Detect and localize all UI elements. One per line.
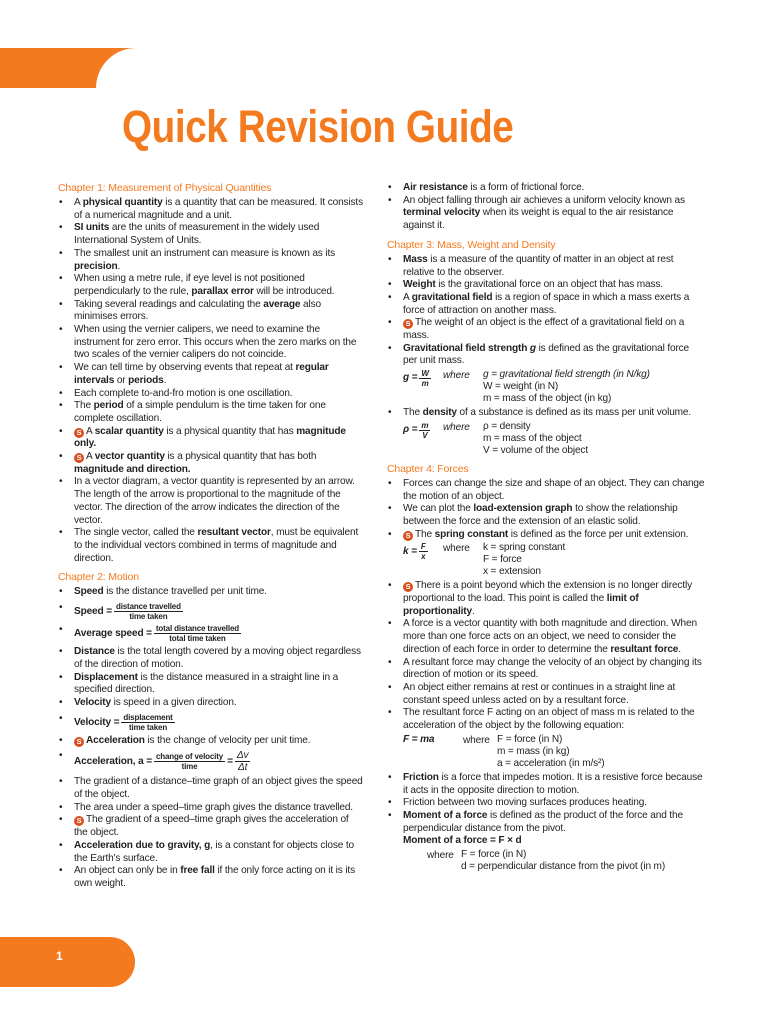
chapter-3-list-2 (387, 407, 705, 420)
list-item: • Weight is the gravitational force on an object that has mass. (387, 279, 705, 292)
list-item: • In a vector diagram, a vector quantity is represented by an arrow. The length of the arrow is proportional to the magnitude of the vector. The direction of the arrow indicates the direction of the vector. (58, 476, 363, 527)
list-item: • Gravitational field strength g is defined as the gravitational force per unit mass. (387, 343, 705, 368)
formula-average-speed: • Average speed = $\frac{\text{total distance travelled}}{\text{total time taken}}$ (58, 624, 363, 643)
syllabus-s-icon: S (403, 582, 413, 592)
list-item: • An object falling through air achieves a uniform velocity known as terminal velocity when its weight is equal to the air resistance against it. (387, 195, 705, 233)
list-item: • The smallest unit an instrument can measure is known as its precision. (58, 248, 363, 273)
syllabus-s-icon: S (403, 319, 413, 329)
chapter-1-heading: Chapter 1: Measurement of Physical Quantities (58, 182, 272, 194)
list-item: • S A vector quantity is a physical quantity that has both magnitude and direction. (58, 451, 363, 476)
formula-velocity: • Velocity = $\frac{\text{displacement}}{\text{time taken}}$ (58, 713, 363, 732)
syllabus-s-icon: S (74, 737, 84, 747)
formula-spring-constant: k = $\frac{F}{x}$ where k = spring constant F = force x = extension (403, 542, 566, 578)
chapter-4-list-2 (387, 580, 705, 732)
list-item: • An object can only be in free fall if the only force acting on it is its own weight. (58, 865, 363, 890)
formula-moment-defs: where F = force (in N) d = perpendicular distance from the pivot (in m) (427, 849, 666, 873)
chapter-1-list (58, 197, 363, 565)
list-item: • Friction is a force that impedes motion. It is a resistive force because it acts in the opposite direction to motion. (387, 772, 705, 797)
page-number: 1 (56, 949, 63, 963)
column-left (58, 182, 363, 891)
chapter-3-list (387, 254, 705, 368)
list-item: • S There is a point beyond which the extension is no longer directly proportional to the load. This point is called the limit of proportionality. (387, 580, 705, 618)
page-title: Quick Revision Guide (122, 101, 514, 152)
list-item: • A physical quantity is a quantity that can be measured. It consists of a numerical magnitude and a unit. (58, 197, 363, 222)
syllabus-s-icon: S (74, 428, 84, 438)
chapter-4-list-3 (387, 772, 705, 836)
list-item: • A force is a vector quantity with both magnitude and direction. When more than one force acts on an object, we need to consider the direction of each force in order to determine the resultant force. (387, 618, 705, 656)
chapter-3-heading: Chapter 3: Mass, Weight and Density (387, 238, 556, 251)
list-item: • The area under a speed–time graph gives the distance travelled. (58, 802, 363, 815)
list-item: • The gradient of a distance–time graph of an object gives the speed of the object. (58, 776, 363, 801)
list-item: • The period of a simple pendulum is the time taken for one complete oscillation. (58, 400, 363, 425)
list-item: • S The weight of an object is the effect of a gravitational field on a mass. (387, 317, 705, 342)
list-item: • The resultant force F acting on an object of mass m is related to the acceleration of the object by the following equation: (387, 707, 705, 732)
list-item: • The single vector, called the resultant vector, must be equivalent to the individual vectors combined in terms of magnitude and direction. (58, 527, 363, 565)
syllabus-s-icon: S (74, 453, 84, 463)
list-item: • S Acceleration is the change of velocity per unit time. (58, 735, 363, 748)
formula-newton-second-law: F = ma where F = force (in N) m = mass (in kg) a = acceleration (in m/s²) (403, 733, 605, 769)
list-item: • Taking several readings and calculating the average also minimises errors. (58, 299, 363, 324)
formula-gravitational-field: g = $\frac{W}{m}$ where g = gravitational field strength (in N/kg) W = weight (in N) m = mass of the object (in kg) (403, 369, 650, 405)
list-item: • Distance is the total length covered by a moving object regardless of the direction of motion. (58, 646, 363, 671)
list-item: • We can tell time by observing events that repeat at regular intervals or periods. (58, 362, 363, 387)
syllabus-s-icon: S (74, 816, 84, 826)
syllabus-s-icon: S (403, 531, 413, 541)
list-item: • Air resistance is a form of frictional force. (387, 182, 705, 195)
list-item: • The density of a substance is defined as its mass per unit volume. (387, 407, 705, 420)
formula-acceleration: • Acceleration, a = $\frac{\text{change of velocity}}{\text{time}}$ = $\frac{\Delta v}{\Delta t}$ (58, 750, 363, 773)
column-right (387, 182, 705, 875)
chapter-2-heading: Chapter 2: Motion (58, 571, 139, 584)
list-item: • S The spring constant is defined as the force per unit extension. (387, 529, 705, 542)
footer-tab (0, 937, 135, 987)
list-item: • When using a metre rule, if eye level is not positioned perpendicularly to the rule, parallax error will be introduced. (58, 273, 363, 298)
list-item: • S The gradient of a speed–time graph gives the acceleration of the object. (58, 814, 363, 839)
list-item: • A resultant force may change the velocity of an object by changing its direction of motion or its speed. (387, 657, 705, 682)
list-item: • Speed is the distance travelled per unit time. (58, 586, 363, 599)
formula-moment: Moment of a force = F × d (403, 835, 522, 847)
chapter-4-heading: Chapter 4: Forces (387, 462, 469, 475)
list-item: • Each complete to-and-fro motion is one oscillation. (58, 388, 363, 401)
formula-speed: • Speed = $\frac{\text{distance travelled}}{\text{time taken}}$ (58, 602, 363, 621)
formula-density: ρ = $\frac{m}{V}$ where ρ = density m = mass of the object V = volume of the object (403, 420, 588, 456)
chapter-4-list (387, 478, 705, 542)
list-item: • Friction between two moving surfaces produces heating. (387, 797, 705, 810)
list-item: • Velocity is speed in a given direction. (58, 697, 363, 710)
chapter-2-continued-list (387, 182, 705, 233)
list-item: • S A scalar quantity is a physical quantity that has magnitude only. (58, 426, 363, 451)
list-item: • We can plot the load-extension graph to show the relationship between the force and the extension of an elastic solid. (387, 503, 705, 528)
list-item: • Moment of a force is defined as the product of the force and the perpendicular distance from the pivot. (387, 810, 705, 835)
list-item: • Mass is a measure of the quantity of matter in an object at rest relative to the observer. (387, 254, 705, 279)
list-item: • Acceleration due to gravity, g, is a constant for objects close to the Earth's surface. (58, 840, 363, 865)
list-item: • Displacement is the distance measured in a straight line in a specified direction. (58, 672, 363, 697)
list-item: • SI units are the units of measurement in the widely used International System of Units. (58, 222, 363, 247)
list-item: • Forces can change the size and shape of an object. They can change the motion of an object. (387, 478, 705, 503)
list-item: • An object either remains at rest or continues in a straight line at constant speed unless acted on by a resultant force. (387, 682, 705, 707)
list-item: • A gravitational field is a region of space in which a mass exerts a force of attraction on another mass. (387, 292, 705, 317)
list-item: • When using the vernier calipers, we need to examine the instrument for zero error. This occurs when the zero marks on the two scales of the vernier calipers do not coincide. (58, 324, 363, 362)
chapter-2-list (58, 586, 363, 890)
